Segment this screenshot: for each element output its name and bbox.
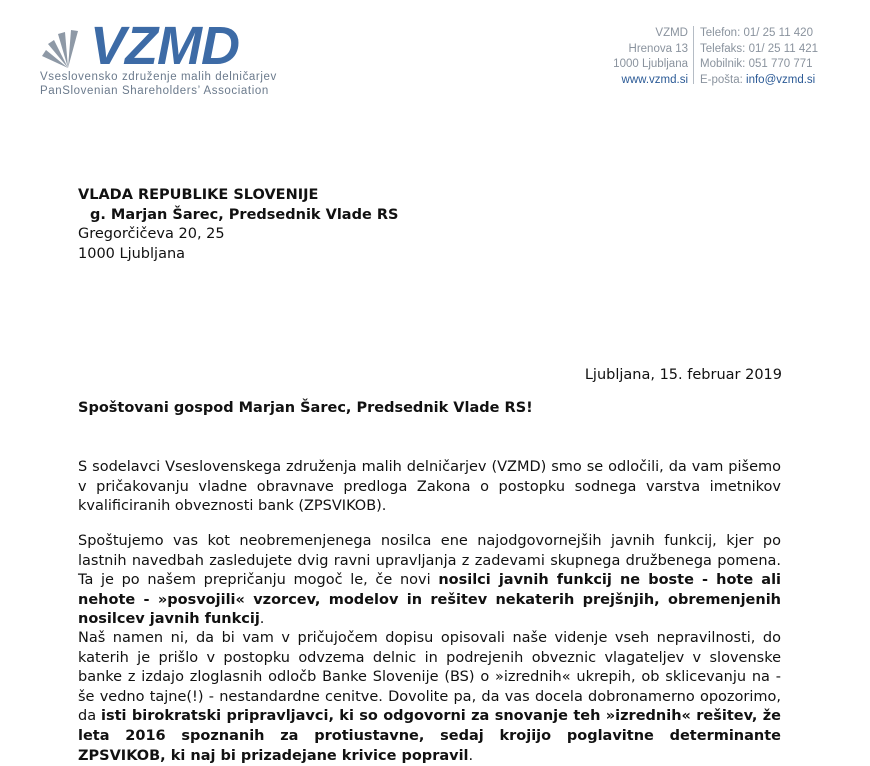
phone-line: Telefon: 01/ 25 11 420 [700,27,813,39]
recipient-line: 1000 Ljubljana [78,245,186,262]
recipient-line: VLADA REPUBLIKE SLOVENIJE [78,187,319,203]
recipient-line: Gregorčičeva 20, 25 [78,226,225,243]
org-name-sl: Vseslovensko združenje malih delničarjev [40,71,277,83]
logo-wordmark: VZMD [90,16,239,76]
email-link[interactable]: info@vzmd.si [746,73,816,86]
vzmd-logo [38,14,278,98]
logo-rays-icon [38,22,98,68]
recipient-address [78,186,398,264]
paragraph-2: Spoštujemo vas kot neobremenjenega nosilca ene najodgovornejših javnih funkcij, kjer po lastnih navedbah zasledujete dvig ravni upravljanja z zadevami skupnega družbenega pomena. Ta je po našem prepričanju mogoč le, če novi nosilci javnih funkcij ne boste - hote ali nehote - »posvojili« vzorcev, modelov in rešitev nekaterih prejšnjih, obremenjenih nosilcev javnih funkcij. [78,533,782,628]
salutation: Spoštovani gospod Marjan Šarec, Predsednik Vlade RS! [78,400,533,416]
letter-date: Ljubljana, 15. februar 2019 [584,367,782,383]
paragraph-1: S sodelavci Vseslovenskega združenja malih delničarjev (VZMD) smo se odločili, da vam pišemo v pričakovanju vladne obravnave predloga Zakona o postopku sodnega varstva imetnikov kvalificiranih obveznosti bank (ZPSVIKOB). [78,459,781,515]
contact-address [613,26,688,88]
address-line: 1000 Ljubljana [613,58,688,70]
address-line: VZMD [655,27,688,39]
contact-numbers [700,26,818,88]
address-line: Hrenova 13 [628,42,688,55]
contact-divider [693,26,694,84]
recipient-line: g. Marjan Šarec, Predsednik Vlade RS [90,206,399,223]
fax-line: Telefaks: 01/ 25 11 421 [700,42,819,55]
mobile-line: Mobilnik: 051 770 771 [700,58,813,70]
paragraph-3: Naš namen ni, da bi vam v pričujočem dopisu opisovali naše videnje vseh nepravilnosti, do katerih je prišlo v postopku odvzema delnic in podrejenih obveznic vlagateljev v slovenske banke z izdajo zloglasnih odločb Banke Slovenije (BS) o »izrednih« ukrepih, ob sklicevanju na - še vedno tajne(!) - nestandardne cenitve. Dovolite pa, da vas docela dobronamerno opozorimo, da isti birokratski pripravljavci, ki so odgovorni za snovanje teh »izrednih« rešitev, že leta 2016 spoznanih za protiustavne, sedaj krojijo poglavitne determinante ZPSVIKOB, ki naj bi prizadejane krivice popravil. [78,630,781,764]
website-link[interactable]: www.vzmd.si [621,73,688,86]
email-line: E-pošta: info@vzmd.si [700,73,816,86]
org-name-en: PanSlovenian Shareholders’ Association [40,85,269,97]
